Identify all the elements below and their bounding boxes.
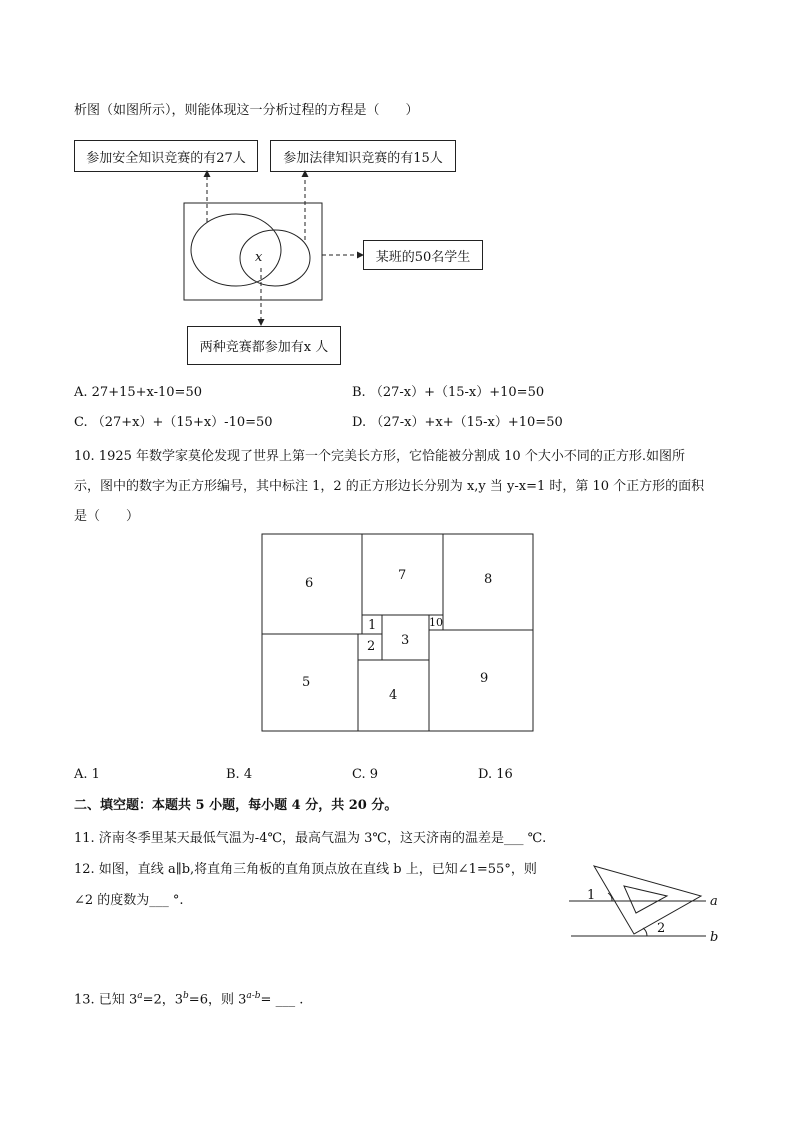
angle-1-arc xyxy=(608,893,612,901)
q13-suffix: = ___ . xyxy=(260,992,304,1008)
square-label-9: 9 xyxy=(480,671,489,686)
q11-text: 11. 济南冬季里某天最低气温为-4℃，最高气温为 3℃，这天济南的温差是___ ℃. xyxy=(74,831,547,846)
venn-circle-safety xyxy=(191,214,281,286)
square-label-1: 1 xyxy=(368,618,377,633)
q10-option-c: C. 9 xyxy=(352,767,379,782)
square-label-10: 10 xyxy=(429,616,443,629)
q9-intro: 析图（如图所示），则能体现这一分析过程的方程是（ ） xyxy=(74,103,419,118)
venn-label-class: 某班的50名学生 xyxy=(363,240,483,270)
q9-option-d: D. （27-x）+x+（15-x）+10=50 xyxy=(352,415,563,430)
q13-sup-a: a xyxy=(137,991,143,1001)
q10-option-d: D. 16 xyxy=(478,767,513,782)
venn-label-both: 两种竞赛都参加有x 人 xyxy=(187,326,341,365)
q13-sup-b: b xyxy=(183,991,189,1001)
q13-text xyxy=(74,987,303,1009)
square-label-5: 5 xyxy=(302,675,311,690)
q12-line2: ∠2 的度数为___ °. xyxy=(74,893,184,908)
q10-option-b: B. 4 xyxy=(226,767,253,782)
q10-line1: 10. 1925 年数学家莫伦发现了世界上第一个完美长方形，它恰能被分割成 10 个大小不同的正方形.如图所 xyxy=(74,449,685,464)
venn-universe-rect xyxy=(184,203,322,300)
venn-var-x: x xyxy=(255,250,263,265)
triangle-inner xyxy=(624,886,667,913)
q10-line2: 示，图中的数字为正方形编号，其中标注 1，2 的正方形边长分别为 x,y 当 y-x=1 时，第 10 个正方形的面积 xyxy=(74,479,705,494)
q13-mid2: =6，则 3 xyxy=(188,992,247,1008)
square-label-2: 2 xyxy=(367,639,376,654)
venn-circle-law xyxy=(240,230,310,286)
line-label-b: b xyxy=(710,930,719,945)
venn-label-law: 参加法律知识竞赛的有15人 xyxy=(270,140,456,172)
line-label-a: a xyxy=(710,894,718,909)
q10-option-a: A. 1 xyxy=(74,767,100,782)
q12-line1: 12. 如图，直线 a∥b,将直角三角板的直角顶点放在直线 b 上，已知∠1=55°，则 xyxy=(74,862,537,877)
q13-prefix: 13. 已知 3 xyxy=(74,992,138,1008)
square-label-7: 7 xyxy=(398,568,407,583)
outer-rect xyxy=(262,534,533,731)
q10-line3: 是（ ） xyxy=(74,509,140,524)
triangle-outer xyxy=(594,866,701,934)
q9-option-c: C. （27+x）+（15+x）-10=50 xyxy=(74,415,273,430)
section-2-heading: 二、填空题：本题共 5 小题，每小题 4 分，共 20 分。 xyxy=(74,798,398,813)
angle-label-1: 1 xyxy=(587,888,596,903)
angle-2-arc xyxy=(643,928,647,936)
angle-label-2: 2 xyxy=(657,921,666,936)
q13-sup-ab: a-b xyxy=(246,991,261,1001)
q9-option-b: B. （27-x）+（15-x）+10=50 xyxy=(352,385,545,400)
venn-label-safety: 参加安全知识竞赛的有27人 xyxy=(74,140,258,172)
q9-option-a: A. 27+15+x-10=50 xyxy=(74,385,202,400)
square-label-8: 8 xyxy=(484,572,493,587)
square-label-4: 4 xyxy=(389,688,398,703)
q13-mid1: =2，3 xyxy=(142,992,184,1008)
square-label-6: 6 xyxy=(305,576,314,591)
square-label-3: 3 xyxy=(401,633,410,648)
